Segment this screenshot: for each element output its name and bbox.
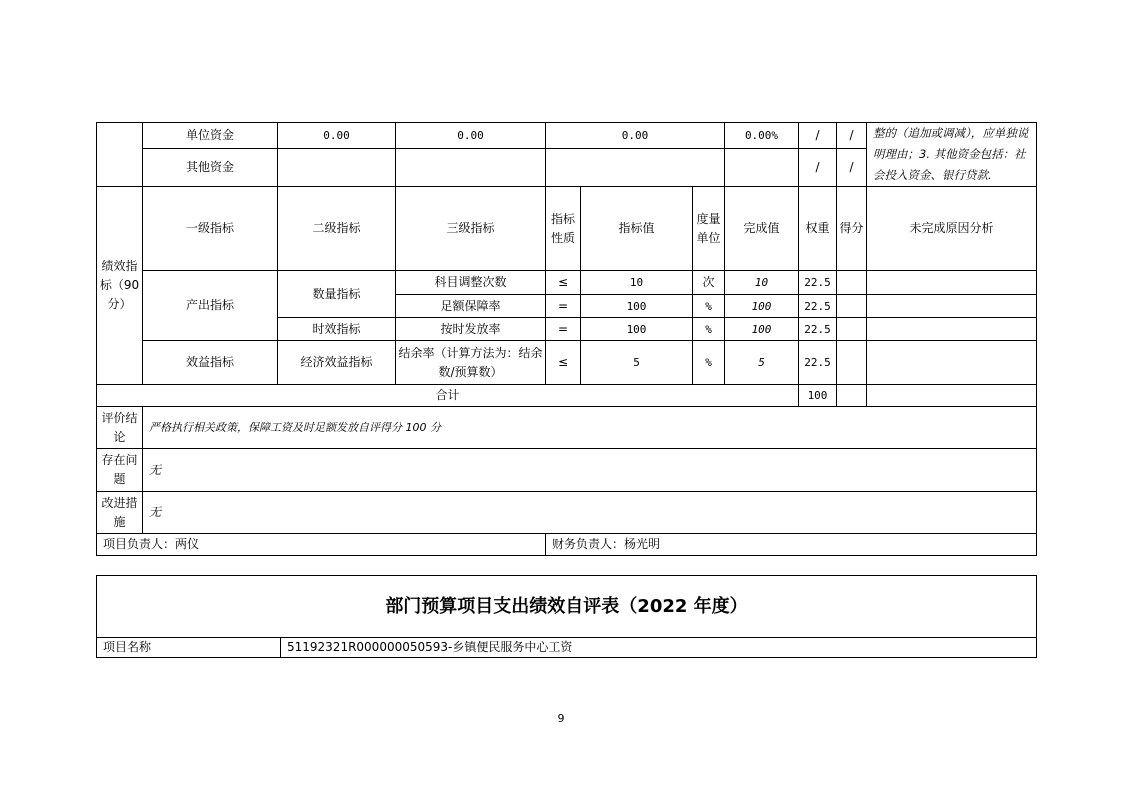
level1-output: 产出指标 [143,271,278,341]
other-funds-slash-2: / [837,148,867,186]
unit-cell: 次 [693,271,725,295]
target-cell: 5 [581,341,693,385]
other-funds-label: 其他资金 [143,148,278,186]
project-budget-table [96,575,1037,658]
actual-cell: 5 [725,341,799,385]
header-target: 指标值 [581,187,693,271]
score-cell [837,341,867,385]
unit-cell: % [693,341,725,385]
page-number: 9 [557,712,565,725]
total-reason [867,385,1037,407]
weight-cell: 22.5 [799,295,837,318]
total-weight: 100 [799,385,837,407]
measures-text: 无 [143,492,1037,534]
unit-funds-value-1: 0.00 [278,123,396,149]
other-funds-value-3 [546,148,725,186]
performance-table [96,122,1037,556]
signature-row [97,534,1037,556]
unit-cell: % [693,318,725,341]
table2-title-row [97,576,1037,638]
actual-cell: 100 [725,318,799,341]
actual-cell: 10 [725,271,799,295]
reason-cell [867,295,1037,318]
total-score [837,385,867,407]
header-actual: 完成值 [725,187,799,271]
level3-cell: 结余率（计算方法为：结余数/预算数） [396,341,546,385]
reason-cell [867,271,1037,295]
unit-funds-value-3: 0.00 [546,123,725,149]
unit-funds-rate: 0.00% [725,123,799,149]
nature-cell: ≤ [546,271,581,295]
project-name-row [97,638,1037,658]
total-label: 合计 [97,385,799,407]
header-level2: 二级指标 [278,187,396,271]
evaluation-text: 严格执行相关政策，保障工资及时足额发放自评得分 100 分 [143,407,1037,449]
weight-cell: 22.5 [799,318,837,341]
weight-cell: 22.5 [799,341,837,385]
target-cell: 100 [581,295,693,318]
funds-blank-cell [97,123,143,187]
unit-funds-label: 单位资金 [143,123,278,149]
perf-header-row [97,187,1037,271]
level3-cell: 按时发放率 [396,318,546,341]
header-score: 得分 [837,187,867,271]
evaluation-label: 评价结论 [97,407,143,449]
problems-row [97,449,1037,492]
reason-cell [867,341,1037,385]
unit-funds-slash-1: / [799,123,837,149]
level1-benefit: 效益指标 [143,341,278,385]
header-level1: 一级指标 [143,187,278,271]
unit-funds-row [97,123,1037,149]
other-funds-slash-1: / [799,148,837,186]
nature-cell: ≤ [546,341,581,385]
level3-cell: 足额保障率 [396,295,546,318]
perf-row [97,341,1037,385]
nature-cell: = [546,318,581,341]
nature-cell: = [546,295,581,318]
header-weight: 权重 [799,187,837,271]
level2-timeliness: 时效指标 [278,318,396,341]
measures-row [97,492,1037,534]
perf-row [97,271,1037,295]
funds-note: 整的（追加或调减），应单独说明理由；3. 其他资金包括：社会投入资金、银行贷款. [867,123,1037,187]
unit-cell: % [693,295,725,318]
other-funds-rate [725,148,799,186]
measures-label: 改进措施 [97,492,143,534]
project-name-value: 51192321R000000050593-乡镇便民服务中心工资 [281,638,1037,658]
level2-quantity: 数量指标 [278,271,396,318]
header-reason: 未完成原因分析 [867,187,1037,271]
problems-text: 无 [143,449,1037,492]
reason-cell [867,318,1037,341]
unit-funds-slash-2: / [837,123,867,149]
other-funds-value-1 [278,148,396,186]
project-lead: 项目负责人：两仪 [97,534,546,556]
total-row [97,385,1037,407]
actual-cell: 100 [725,295,799,318]
target-cell: 100 [581,318,693,341]
perf-section-label: 绩效指标（90分） [97,187,143,385]
level2-economic: 经济效益指标 [278,341,396,385]
table2-title: 部门预算项目支出绩效自评表（2022 年度） [97,576,1037,638]
header-level3: 三级指标 [396,187,546,271]
header-unit: 度量单位 [693,187,725,271]
unit-funds-value-2: 0.00 [396,123,546,149]
other-funds-value-2 [396,148,546,186]
score-cell [837,271,867,295]
score-cell [837,318,867,341]
finance-lead: 财务负责人：杨光明 [546,534,1037,556]
target-cell: 10 [581,271,693,295]
project-name-label: 项目名称 [97,638,281,658]
score-cell [837,295,867,318]
evaluation-row [97,407,1037,449]
weight-cell: 22.5 [799,271,837,295]
level3-cell: 科目调整次数 [396,271,546,295]
problems-label: 存在问题 [97,449,143,492]
header-nature: 指标性质 [546,187,581,271]
